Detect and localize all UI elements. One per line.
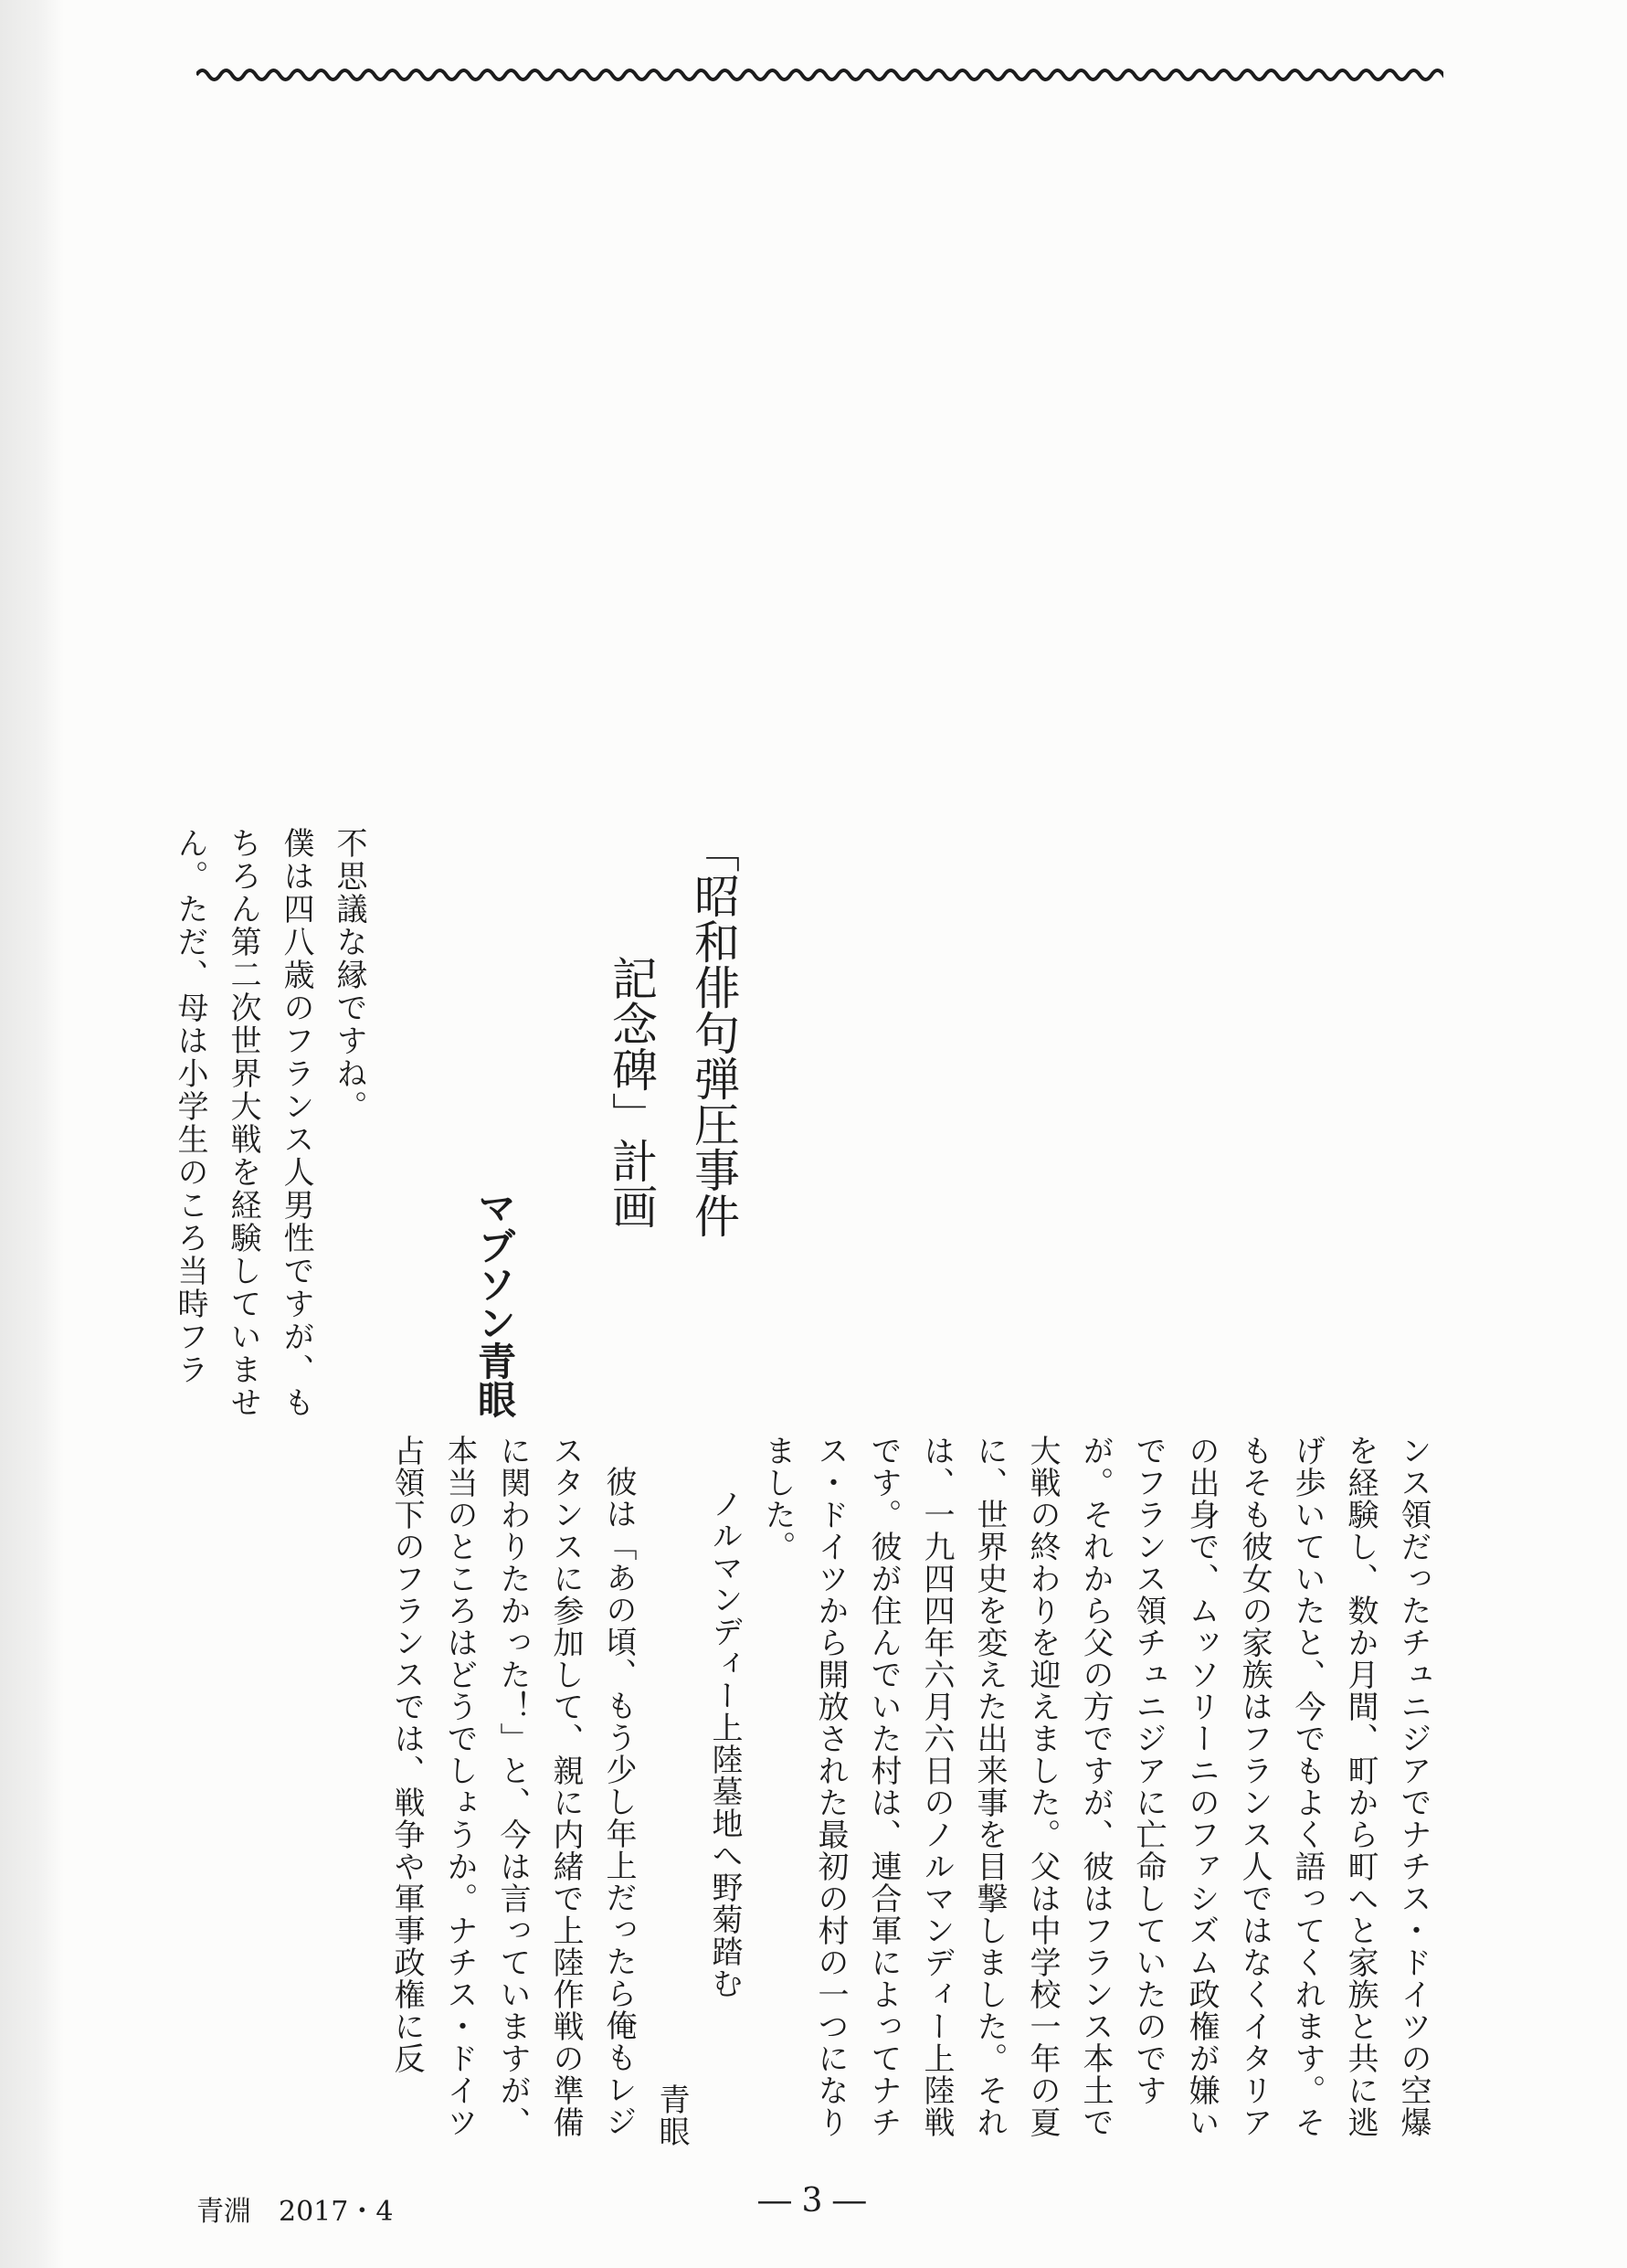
title-line-1: 「昭和俳句弾圧事件 [687, 827, 740, 1238]
article-title [590, 827, 755, 1339]
footer-page-number: ― 3 ― [758, 2182, 866, 2220]
footer-journal-name: 青淵 2017・4 [196, 2196, 394, 2228]
haiku-author: 青眼 [653, 2083, 690, 2147]
scan-edge [0, 0, 64, 2268]
haiku [698, 1435, 751, 2147]
body-paragraph-1: 不思議な縁ですね。 [331, 827, 367, 1123]
title-line-2: 記念碑」計画 [605, 955, 658, 1229]
body-paragraph-4: 彼は「あの頃、もう少し年上だったら俺もレジスタンスに参加して、親に内緒で上陸作戦の準備に関わりたかった！」と、今は言っていますが、本当のところはどうでしょうか。ナチス・ドイツ占領下のフランスでは、戦争や軍事政権に反 [388, 1435, 637, 2138]
body-column-left [164, 827, 375, 1421]
body-column-right [380, 1435, 1440, 2147]
body-paragraph-2: 僕は四八歳のフランス人男性ですが、もちろん第二次世界大戦を経験していません。ただ、母は小学生のころ当時フラ [172, 827, 314, 1419]
haiku-text: ノルマンディー上陸墓地へ野菊踏む [706, 1488, 743, 1999]
article-author: マブソン青眼 [472, 1188, 517, 1418]
header-wavy-rule [196, 57, 1443, 93]
body-paragraph-3: ンス領だったチュニジアでナチス・ドイツの空爆を経験し、数か月間、町から町へと家族と共に逃げ歩いていたと、今でもよく語ってくれます。そもそも彼女の家族はフランス人ではなくイタリアの出身で、ムッソリーニのファシズム政権が嫌いでフランス領チュニジアに亡命していたのですが。それから父の方ですが、彼はフランス本土で大戦の終わりを迎えました。父は中学校一年の夏に、世界史を変えた出来事を目撃しました。それは、一九四四年六月六日のノルマンディー上陸戦です。彼が住んでいた村は、連合軍によってナチス・ドイツから開放された最初の村の一つになりました。 [759, 1435, 1432, 2138]
